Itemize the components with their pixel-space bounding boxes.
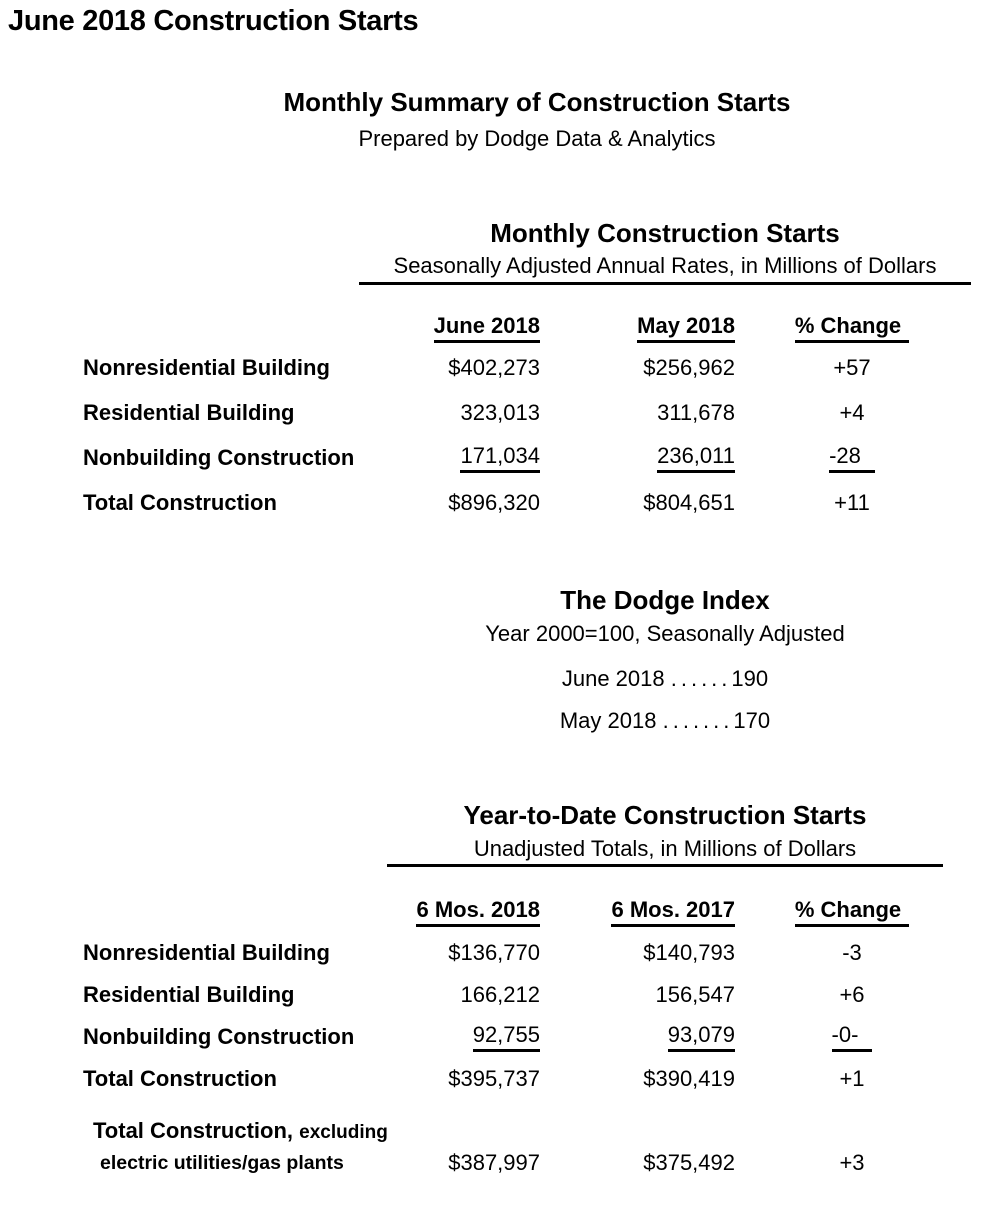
table-row (0, 1058, 983, 1100)
dodge-index-section (355, 586, 975, 742)
cell-value (735, 1022, 969, 1052)
row-label: Nonresidential Building (83, 355, 330, 381)
monthly-table-header-row (0, 314, 983, 343)
column-header-label: 6 Mos. 2018 (416, 898, 540, 927)
cell-value: +4 (839, 400, 865, 426)
monthly-section-subtitle: Seasonally Adjusted Annual Rates, in Millions of Dollars (393, 253, 937, 279)
cell-value: 166,212 (460, 982, 540, 1008)
row-label-qualifier: excluding (299, 1122, 388, 1144)
dot-leader: ...... (670, 666, 732, 692)
dodge-index-subtitle: Year 2000=100, Seasonally Adjusted (485, 620, 845, 646)
ytd-section-rule (387, 836, 943, 867)
cell-value: $390,419 (643, 1066, 735, 1092)
monthly-column-header-may-2018 (540, 314, 735, 343)
ytd-section-subtitle: Unadjusted Totals, in Millions of Dollars (473, 835, 857, 861)
ytd-table-header-row (0, 898, 983, 927)
row-label: Nonresidential Building (83, 940, 330, 966)
column-header-label: % Change (795, 898, 909, 927)
page-title: June 2018 Construction Starts (8, 5, 419, 37)
monthly-column-header-june-2018 (375, 314, 540, 343)
cell-value: $395,737 (448, 1066, 540, 1092)
row-label (0, 1118, 388, 1176)
row-label: Residential Building (83, 400, 295, 426)
cell-value (375, 1022, 540, 1052)
entry-value: 170 (733, 708, 771, 734)
monthly-table-body (0, 346, 983, 526)
cell-value (375, 443, 540, 473)
monthly-section-title: Monthly Construction Starts (490, 217, 840, 248)
dodge-index-entry (355, 700, 975, 742)
cell-value: $402,273 (448, 355, 540, 381)
column-header-label: June 2018 (434, 314, 540, 343)
dodge-index-entries (355, 658, 975, 742)
table-row-total-excluding (0, 1118, 983, 1176)
table-row (0, 974, 983, 1016)
row-label: Residential Building (83, 982, 295, 1008)
cell-value (540, 1022, 735, 1052)
ytd-column-header-6mos-2018 (375, 898, 540, 927)
cell-value: 311,678 (657, 400, 735, 426)
underlined-value: 92,755 (473, 1022, 540, 1052)
ytd-section-title: Year-to-Date Construction Starts (463, 800, 867, 831)
document-subtitle: Prepared by Dodge Data & Analytics (358, 126, 716, 152)
table-row (0, 391, 983, 436)
cell-value: $804,651 (643, 490, 735, 516)
monthly-section-rule (359, 253, 971, 284)
dodge-index-entry (355, 658, 975, 700)
row-label: Nonbuilding Construction (83, 1024, 355, 1050)
table-row (0, 346, 983, 391)
ytd-table-body (0, 932, 983, 1100)
cell-value: $387,997 (448, 1150, 540, 1176)
dodge-index-title: The Dodge Index (560, 584, 770, 615)
underlined-value: 171,034 (460, 443, 540, 473)
monthly-column-header-pct-change (735, 314, 969, 343)
cell-value: $136,770 (448, 940, 540, 966)
row-label: Total Construction (83, 1066, 277, 1092)
cell-value: $256,962 (643, 355, 735, 381)
cell-value (735, 443, 969, 473)
cell-value: +1 (839, 1066, 865, 1092)
cell-value: 156,547 (655, 982, 735, 1008)
document-title: Monthly Summary of Construction Starts (283, 87, 791, 118)
column-header-label: % Change (795, 314, 909, 343)
entry-label: June 2018 (561, 666, 665, 692)
table-row (0, 481, 983, 526)
underlined-value: -28 (829, 443, 875, 473)
cell-value: +3 (839, 1150, 865, 1176)
underlined-value: 236,011 (657, 443, 735, 473)
table-row (0, 436, 983, 481)
row-label-line2: electric utilities/gas plants (100, 1152, 344, 1175)
row-label: Nonbuilding Construction (83, 445, 355, 471)
cell-value: $140,793 (643, 940, 735, 966)
cell-value: +6 (839, 982, 865, 1008)
cell-value: $896,320 (448, 490, 540, 516)
row-label: Total Construction (83, 490, 277, 516)
row-label-line1 (0, 1118, 388, 1146)
ytd-column-header-6mos-2017 (540, 898, 735, 927)
document-header (91, 88, 983, 151)
row-label-main: Total Construction, (93, 1118, 294, 1144)
dot-leader: ....... (662, 708, 734, 734)
cell-value: 323,013 (460, 400, 540, 426)
cell-value (540, 443, 735, 473)
cell-value: -3 (842, 940, 862, 966)
cell-value: +57 (833, 355, 871, 381)
entry-value: 190 (731, 666, 769, 692)
entry-label: May 2018 (559, 708, 657, 734)
cell-value: +11 (834, 490, 870, 516)
column-header-label: May 2018 (637, 314, 735, 343)
ytd-section-header (355, 801, 975, 867)
ytd-column-header-pct-change (735, 898, 969, 927)
table-row (0, 932, 983, 974)
monthly-section-header (355, 219, 975, 285)
underlined-value: -0- (832, 1022, 873, 1052)
underlined-value: 93,079 (668, 1022, 735, 1052)
cell-value: $375,492 (643, 1150, 735, 1176)
table-row (0, 1016, 983, 1058)
column-header-label: 6 Mos. 2017 (611, 898, 735, 927)
